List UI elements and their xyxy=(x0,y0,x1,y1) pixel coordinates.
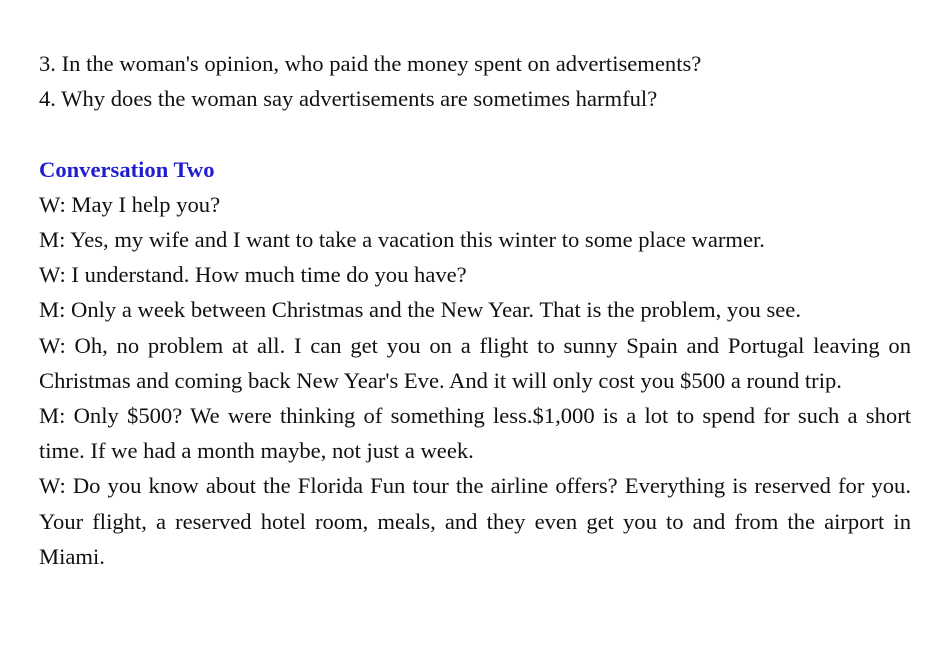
dialogue-line: W: I understand. How much time do you have? xyxy=(39,262,467,288)
question-4: 4. Why does the woman say advertisements are sometimes harmful? xyxy=(39,86,658,112)
dialogue-line: M: Only $500? We were thinking of something less.$1,000 is a lot to spend for such a short time. If we had a month maybe, not just a week. xyxy=(39,403,911,464)
conversation-title: Conversation Two xyxy=(39,156,215,182)
dialogue-line: W: Oh, no problem at all. I can get you on a flight to sunny Spain and Portugal leaving on Christmas and coming back New Year's Eve. And it will only cost you $500 a round trip. xyxy=(39,332,911,393)
dialogue-line: M: Only a week between Christmas and the New Year. That is the problem, you see. xyxy=(39,297,801,323)
dialogue-line: W: Do you know about the Florida Fun tour the airline offers? Everything is reserved for you. Your flight, a reserved hotel room, meals, and they even get you to and from the airport in Miami. xyxy=(39,473,911,569)
dialogue-line: M: Yes, my wife and I want to take a vacation this winter to some place warmer. xyxy=(39,227,765,252)
question-3: 3. In the woman's opinion, who paid the money spent on advertisements? xyxy=(39,51,702,76)
blank-line xyxy=(39,116,911,151)
dialogue-line: W: May I help you? xyxy=(39,191,221,217)
document-body xyxy=(39,46,911,574)
